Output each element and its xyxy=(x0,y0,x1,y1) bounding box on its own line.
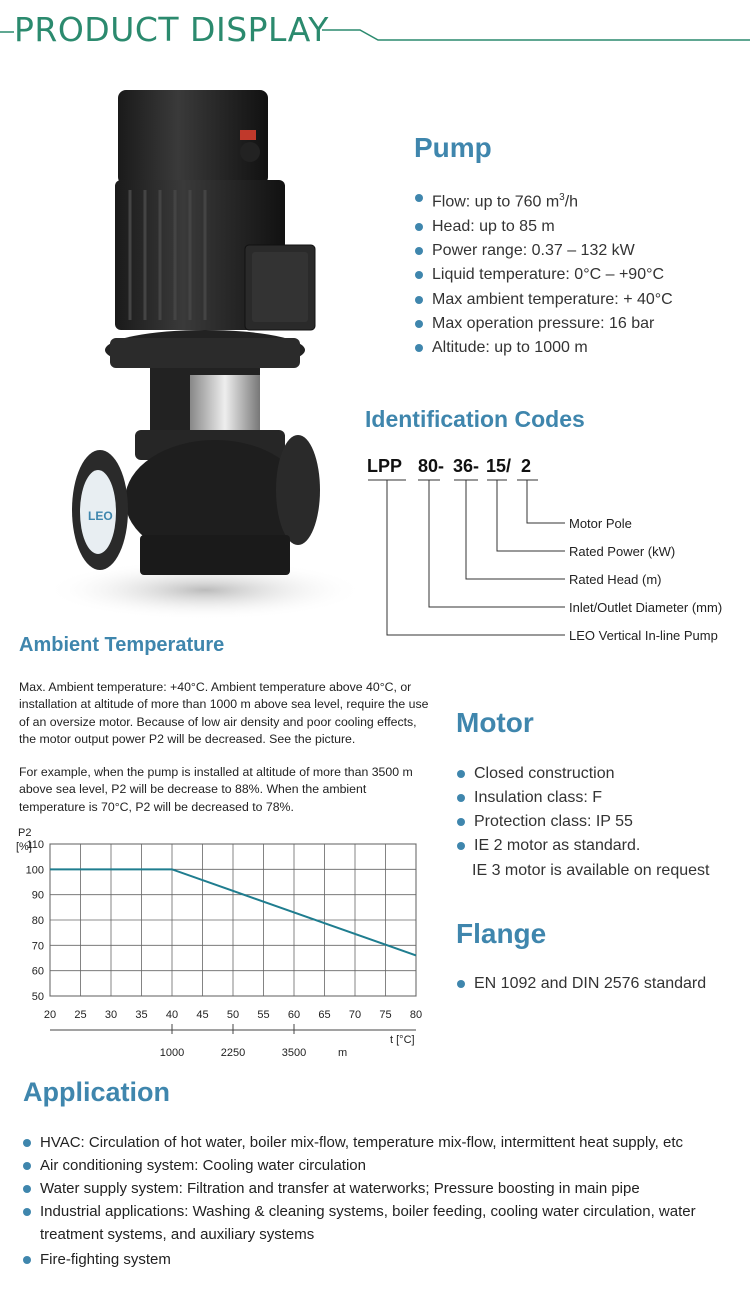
chart-x-tick-label: 25 xyxy=(74,1009,87,1021)
chart-altitude-unit: m xyxy=(338,1047,348,1059)
pump-spec-power: Power range: 0.37 – 132 kW xyxy=(414,239,744,263)
chart-y-tick-label: 60 xyxy=(31,965,44,978)
chart-y-tick-label: 70 xyxy=(31,940,44,953)
chart-x-tick-label: 60 xyxy=(287,1009,301,1021)
pump-title: Pump xyxy=(414,132,492,163)
chart-grid xyxy=(50,844,416,996)
ambient-paragraph-2: For example, when the pump is installed at altitude of more than 3500 m above sea level, P2 will be decrease to 88%. When the ambient temperature is 70°C, P2 will be decreased to 78%. xyxy=(19,765,413,814)
code-label-pump-type: LEO Vertical In-line Pump xyxy=(569,628,718,643)
application-item-hvac: HVAC: Circulation of hot water, boiler mix-flow, temperature mix-flow, intermittent heat supply, etc xyxy=(22,1131,738,1154)
pump-spec-flow: Flow: up to 760 $m^3/h$ xyxy=(414,186,744,215)
chart-altitude-tick-label: 2250 xyxy=(220,1047,246,1059)
chart-x-ticks xyxy=(44,1009,422,1021)
code-part-power: 15/ xyxy=(486,456,512,476)
chart-y-tick-label: 100 xyxy=(25,864,44,877)
motor-ie3-note: IE 3 motor is available on request xyxy=(472,862,710,879)
chart-x-tick-label: 50 xyxy=(226,1009,240,1021)
motor-spec-insulation: Insulation class: F xyxy=(456,786,746,810)
pump-spec-liquid-temp: Liquid temperature: 0°C – +90°C xyxy=(414,263,744,287)
chart-y-ticks xyxy=(26,839,44,1003)
chart-x-tick-label: 40 xyxy=(165,1009,179,1021)
application-item-water-supply: Water supply system: Filtration and transfer at waterworks; Pressure boosting in main pipe xyxy=(22,1177,738,1200)
chart-x-tick-label: 70 xyxy=(348,1009,362,1021)
code-label-rated-head: Rated Head (m) xyxy=(569,572,662,587)
chart-y-tick-label: 110 xyxy=(26,839,44,851)
pump-spec-ambient-temp: Max ambient temperature: + 40°C xyxy=(414,288,744,312)
application-item-fire-fighting: Fire-fighting system xyxy=(22,1248,738,1271)
chart-x-tick-label: 55 xyxy=(257,1009,270,1021)
motor-spec-protection: Protection class: IP 55 xyxy=(456,810,746,834)
chart-x-tick-label: 30 xyxy=(104,1009,118,1021)
application-item-industrial: Industrial applications: Washing & cleaning systems, boiler feeding, cooling water circulation, water treatment systems, and auxiliary systems xyxy=(22,1200,720,1246)
motor-title: Motor xyxy=(456,707,534,738)
flange-spec-standard: EN 1092 and DIN 2576 standard xyxy=(456,972,746,996)
application-list xyxy=(22,1131,738,1271)
application-item-air-conditioning: Air conditioning system: Cooling water circulation xyxy=(22,1154,738,1177)
chart-y-tick-label: 80 xyxy=(31,915,44,927)
motor-spec-list xyxy=(456,762,746,858)
pump-spec-list xyxy=(414,186,744,360)
chart-x-tick-label: 45 xyxy=(196,1009,209,1021)
code-part-lpp: LPP xyxy=(367,456,403,476)
chart-x-tick-label: 80 xyxy=(409,1009,423,1021)
motor-spec-construction: Closed construction xyxy=(456,762,746,786)
chart-x-tick-label: 65 xyxy=(318,1009,331,1021)
chart-x-tick-label: 20 xyxy=(43,1009,57,1021)
code-label-diameter: Inlet/Outlet Diameter (mm) xyxy=(569,600,723,615)
page-title: PRODUCT DISPLAY xyxy=(14,10,329,49)
code-label-rated-power: Rated Power (kW) xyxy=(569,544,676,559)
chart-altitude-tick-label: 1000 xyxy=(159,1047,185,1059)
derating-chart xyxy=(0,822,440,1067)
flange-title: Flange xyxy=(456,918,547,949)
pump-spec-head: Head: up to 85 m xyxy=(414,215,744,239)
ambient-paragraph-1: Max. Ambient temperature: +40°C. Ambient temperature above 40°C, or installation at altitude of more than 1000 m above sea level, require the use of an oversize motor. Because of low air density and poor cooling effects, the motor output power P2 will be decreased. See the picture. xyxy=(19,680,429,746)
chart-ylabel-p: P2 xyxy=(18,827,32,839)
code-label-motor-pole: Motor Pole xyxy=(569,516,632,531)
chart-y-tick-label: 50 xyxy=(31,991,44,1003)
code-part-diameter: 80- xyxy=(418,456,445,476)
code-part-pole: 2 xyxy=(521,456,532,476)
identification-title: Identification Codes xyxy=(365,406,585,432)
chart-altitude-tick-label: 3500 xyxy=(281,1047,307,1059)
logo-text: LEO xyxy=(88,509,113,523)
chart-ylabel-unit: [%] xyxy=(16,841,32,853)
chart-x-tick-label: 75 xyxy=(379,1009,392,1021)
chart-x-tick-label: 35 xyxy=(135,1009,148,1021)
motor-spec-ie2: IE 2 motor as standard. xyxy=(456,834,746,858)
application-title: Application xyxy=(23,1077,170,1107)
pump-spec-pressure: Max operation pressure: 16 bar xyxy=(414,312,744,336)
flange-spec-list xyxy=(456,972,746,996)
pump-spec-altitude: Altitude: up to 1000 m xyxy=(414,336,744,360)
chart-altitude-axis xyxy=(50,1024,416,1059)
ambient-title: Ambient Temperature xyxy=(19,634,225,656)
chart-xlabel: t [°C] xyxy=(390,1034,415,1046)
pump-image xyxy=(40,80,370,630)
code-part-head: 36- xyxy=(453,456,480,476)
chart-y-tick-label: 90 xyxy=(31,889,44,902)
identification-leader-lines xyxy=(360,470,570,645)
